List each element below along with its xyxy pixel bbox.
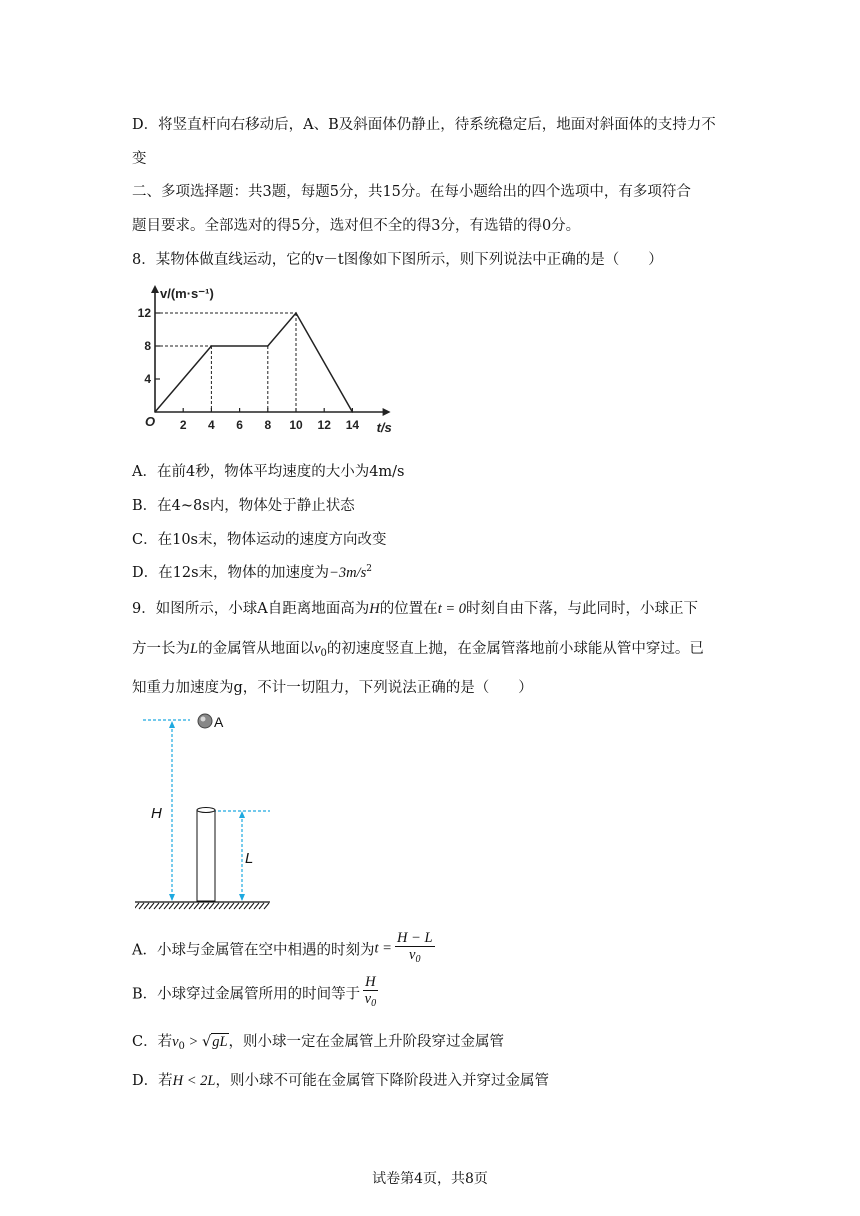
q8-option-d-value: −3m/s	[329, 565, 367, 581]
origin-label: O	[145, 414, 156, 429]
q8-option-a: A．在前4秒，物体平均速度的大小为4m/s	[132, 464, 405, 480]
x-tick-label: 8	[264, 418, 272, 432]
q9-option-c-suffix: ，则小球一定在金属管上升阶段穿过金属管	[228, 1034, 505, 1050]
ground-hatch	[135, 903, 139, 909]
section2-header-line1: 二、多项选择题：共3题，每题5分，共15分。在每小题给出的四个选项中，有多项符合	[132, 184, 691, 200]
q9-option-d	[132, 1069, 549, 1090]
ground-hatch	[244, 903, 249, 909]
q9-stem-v0-sub: 0	[320, 648, 327, 659]
q8-vt-chart	[135, 282, 395, 442]
q9-option-a-fraction	[395, 930, 435, 968]
ground-hatch	[159, 903, 164, 909]
y-axis-arrow-icon	[151, 285, 159, 293]
q9-stem-1a: 9．如图所示，小球A自距离地面高为	[132, 601, 370, 617]
q9-option-c-v-sub: 0	[178, 1041, 185, 1052]
q9-stem-t0: t = 0	[437, 601, 467, 617]
ground-hatch	[259, 903, 264, 909]
q9-stem-h: H	[369, 601, 380, 617]
metal-tube	[197, 810, 215, 901]
section2-header-line2: 题目要求。全部选对的得5分，选对但不全的得3分，有选错的得0分。	[132, 218, 581, 234]
ground-hatch	[234, 903, 239, 909]
x-axis-label: t/s	[376, 420, 392, 435]
ground-hatch	[194, 903, 199, 909]
ground-hatch	[189, 903, 194, 909]
q9-option-b-den-sub: 0	[371, 998, 377, 1009]
q8-option-d	[132, 561, 372, 582]
ground-hatch	[144, 903, 149, 909]
ground-hatch	[184, 903, 189, 909]
q9-option-b-prefix: B．小球穿过金属管所用的时间等于	[132, 986, 361, 1003]
q9-option-c-v: v	[172, 1034, 179, 1050]
q9-option-b-num: H	[365, 974, 376, 990]
ground-hatch	[174, 903, 179, 909]
ground-hatch	[164, 903, 169, 909]
q9-stem-line1	[132, 597, 698, 618]
y-tick-label: 12	[137, 306, 151, 320]
q7-option-d-line2: 变	[132, 151, 147, 167]
y-tick-label: 4	[144, 372, 151, 386]
y-tick-label: 8	[144, 339, 151, 353]
q9-stem-2b: 的金属管从地面以	[198, 641, 315, 657]
ground-hatch	[249, 903, 254, 909]
ground-hatch	[254, 903, 259, 909]
x-tick-label: 6	[236, 418, 243, 432]
x-axis-arrow-icon	[383, 408, 391, 416]
q9-option-b-den: v	[364, 991, 372, 1007]
x-tick-label: 4	[208, 418, 215, 432]
q9-option-c-prefix: C．若	[132, 1034, 173, 1050]
q9-stem-2a: 方一长为	[132, 641, 190, 657]
q9-stem-1b: 的位置在	[379, 601, 438, 617]
ground-hatch	[224, 903, 229, 909]
ground-hatch	[179, 903, 184, 909]
ground-hatch	[219, 903, 224, 909]
ground-hatch	[169, 903, 174, 909]
ground-hatch	[154, 903, 159, 909]
vt-series-line	[155, 313, 352, 412]
q9-stem-1c: 时刻自由下落，与此同时，小球正下	[466, 601, 699, 617]
q9-option-d-prefix: D．若	[132, 1073, 173, 1089]
q8-option-d-exp: 2	[366, 564, 372, 574]
q9-stem-line3: 知重力加速度为g，不计一切阻力，下列说法正确的是（ ）	[132, 680, 533, 696]
x-tick-label: 2	[179, 418, 187, 432]
x-tick-label: 10	[289, 418, 303, 432]
q9-option-b	[132, 974, 381, 1012]
ground-hatch	[214, 903, 219, 909]
q9-option-c-gt: >	[184, 1034, 202, 1050]
q9-option-a-t: t =	[374, 940, 392, 957]
q9-option-b-fraction	[363, 974, 377, 1012]
sqrt-icon: √	[201, 1034, 212, 1050]
vt-point	[267, 345, 269, 347]
x-tick-label: 14	[345, 418, 360, 432]
vt-point	[211, 345, 213, 347]
vt-point	[154, 411, 156, 413]
q9-option-a-den-sub: 0	[415, 954, 421, 965]
q9-option-c-sqrt: gL	[212, 1034, 228, 1050]
q9-option-d-suffix: ，则小球不可能在金属管下降阶段进入并穿过金属管	[215, 1073, 549, 1089]
q9-stem-l: L	[190, 641, 199, 657]
q9-option-a-den: v	[409, 947, 416, 963]
vt-point	[295, 312, 297, 314]
q9-stem-2c: 的初速度竖直上抛，在金属管落地前小球能从管中穿过。已	[326, 641, 704, 657]
ground-hatch	[199, 903, 204, 909]
height-label: H	[151, 805, 162, 822]
y-axis-label: v/(m·s⁻¹)	[160, 286, 214, 301]
q9-stem-line2	[132, 637, 704, 659]
ground-hatch	[264, 903, 269, 909]
ground-hatch	[204, 903, 209, 909]
q9-option-d-cond: H < 2L	[172, 1073, 216, 1089]
ball-label: A	[214, 714, 224, 730]
q8-option-b: B．在4~8s内，物体处于静止状态	[132, 498, 355, 514]
q8-option-c: C．在10s末，物体运动的速度方向改变	[132, 532, 387, 548]
q8-option-d-prefix: D．在12s末，物体的加速度为	[132, 565, 330, 581]
vt-point	[352, 411, 354, 413]
q7-option-d-line1: D．将竖直杆向右移动后，A、B及斜面体仍静止，待系统稳定后，地面对斜面体的支持力不	[132, 117, 716, 133]
q9-option-a-num: H − L	[396, 930, 433, 946]
q9-option-a-prefix: A．小球与金属管在空中相遇的时刻为	[132, 942, 375, 959]
q9-figure	[135, 710, 275, 910]
ball-a-icon	[198, 714, 212, 728]
page-footer: 试卷第4页，共8页	[372, 1171, 488, 1187]
q8-stem: 8．某物体做直线运动，它的v－t图像如下图所示，则下列说法中正确的是（ ）	[132, 252, 663, 268]
ground-hatch	[139, 903, 144, 909]
ground-hatch	[149, 903, 154, 909]
q9-stem-v0: v	[314, 641, 321, 657]
ground-hatch	[209, 903, 214, 909]
ground-hatch	[239, 903, 244, 909]
q9-option-a	[132, 930, 438, 968]
length-label: L	[245, 850, 254, 867]
x-tick-label: 12	[317, 418, 331, 432]
ground-hatch	[229, 903, 234, 909]
q9-option-c	[132, 1030, 504, 1052]
